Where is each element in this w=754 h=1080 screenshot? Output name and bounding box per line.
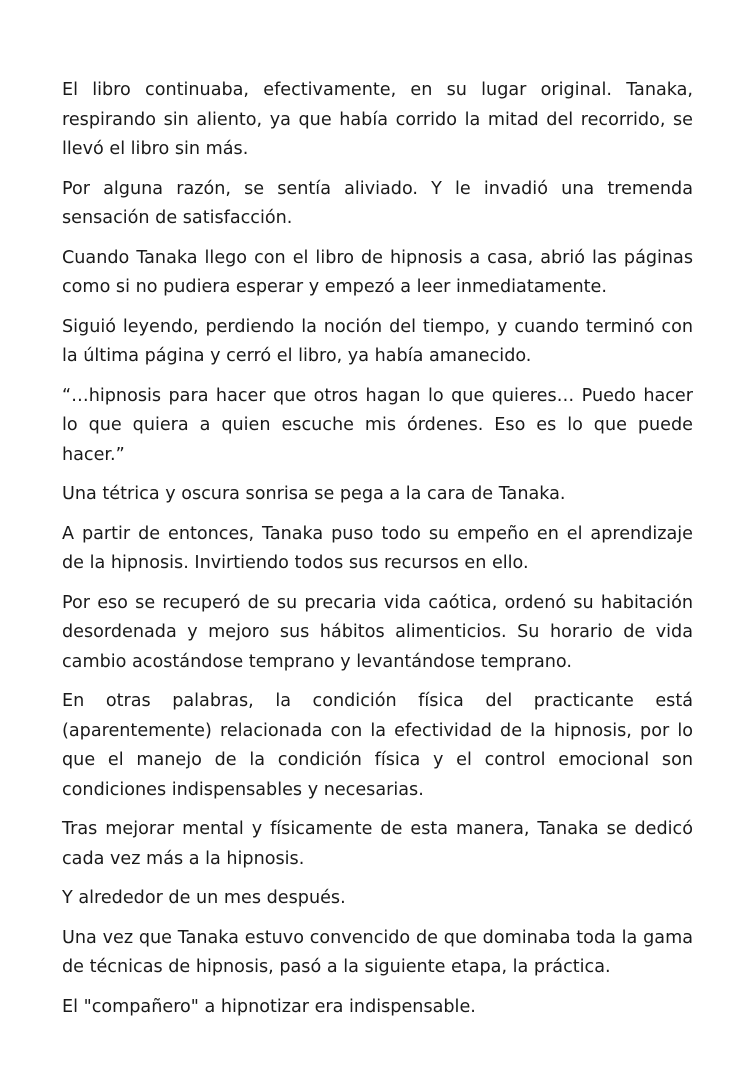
paragraph-7: A partir de entonces, Tanaka puso todo su empeño en el aprendizaje de la hipnosis. Invirtiendo todos sus recursos en ello. <box>62 523 693 573</box>
document-page <box>62 76 693 1032</box>
paragraph-8: Por eso se recuperó de su precaria vida caótica, ordenó su habitación desordenada y mejoro sus hábitos alimenticios. Su horario de vida cambio acostándose temprano y levantándose temprano. <box>62 592 693 672</box>
paragraph-11: Y alrededor de un mes después. <box>62 888 346 908</box>
paragraph-6: Una tétrica y oscura sonrisa se pega a la cara de Tanaka. <box>62 484 566 504</box>
paragraph-4: Siguió leyendo, perdiendo la noción del tiempo, y cuando terminó con la última página y cerró el libro, ya había amanecido. <box>62 316 693 366</box>
paragraph-13: El "compañero" a hipnotizar era indispensable. <box>62 996 476 1017</box>
paragraph-10: Tras mejorar mental y físicamente de esta manera, Tanaka se dedicó cada vez más a la hipnosis. <box>62 819 693 869</box>
paragraph-3: Cuando Tanaka llego con el libro de hipnosis a casa, abrió las páginas como si no pudiera esperar y empezó a leer inmediatamente. <box>62 247 693 297</box>
paragraph-1: El libro continuaba, efectivamente, en su lugar original. Tanaka, respirando sin aliento, ya que había corrido la mitad del recorrido, se llevó el libro sin más. <box>62 80 693 159</box>
paragraph-9: En otras palabras, la condición física del practicante está (aparentemente) relacionada con la efectividad de la hipnosis, por lo que el manejo de la condición física y el control emocional son condiciones indispensables y necesarias. <box>62 691 693 800</box>
paragraph-2: Por alguna razón, se sentía aliviado. Y le invadió una tremenda sensación de satisfacción. <box>62 178 693 228</box>
paragraph-12: Una vez que Tanaka estuvo convencido de que dominaba toda la gama de técnicas de hipnosis, pasó a la siguiente etapa, la práctica. <box>62 927 693 977</box>
paragraph-5: “…hipnosis para hacer que otros hagan lo que quieres… Puedo hacer lo que quiera a quien escuche mis órdenes. Eso es lo que puede hacer.” <box>62 385 693 465</box>
